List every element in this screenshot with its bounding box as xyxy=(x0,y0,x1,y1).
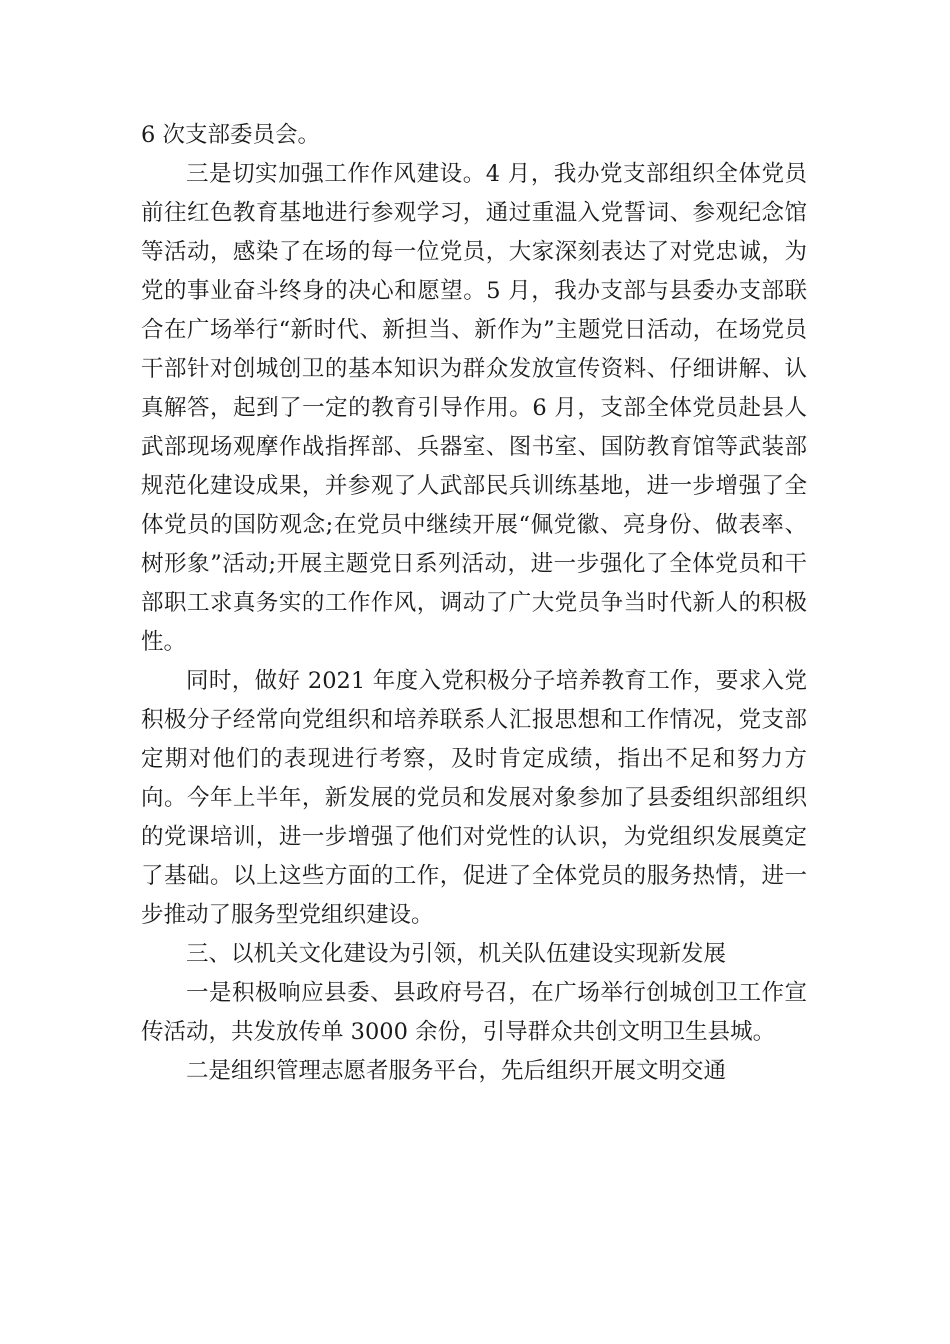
paragraph-continuation: 6 次支部委员会。 xyxy=(141,122,320,148)
document-body xyxy=(141,116,807,1091)
paragraph-activist-training: 同时，做好 2021 年度入党积极分子培养教育工作，要求入党积极分子经常向党组织和培养联系人汇报思想和工作情况，党支部定期对他们的表现进行考察，及时肯定成绩，指出不足和努力方向。今年上半年，新发展的党员和发展对象参加了县委组织部组织的党课培训，进一步增强了他们对党性的认识，为党组织发展奠定了基础。以上这些方面的工作，促进了全体党员的服务热情，进一步推动了服务型党组织建设。 xyxy=(141,668,807,928)
paragraph-work-style: 三是切实加强工作作风建设。4 月，我办党支部组织全体党员前往红色教育基地进行参观学习，通过重温入党誓词、参观纪念馆等活动，感染了在场的每一位党员，大家深刻表达了对党忠诚，为党的事业奋斗终身的决心和愿望。5 月，我办支部与县委办支部联合在广场举行“新时代、新担当、新作为”主题党日活动，在场党员干部针对创城创卫的基本知识为群众发放宣传资料、仔细讲解、认真解答，起到了一定的教育引导作用。6 月，支部全体党员赴县人武部现场观摩作战指挥部、兵器室、图书室、国防教育馆等武装部规范化建设成果，并参观了人武部民兵训练基地，进一步增强了全体党员的国防观念;在党员中继续开展“佩党徽、亮身份、做表率、树形象”活动;开展主题党日系列活动，进一步强化了全体党员和干部职工求真务实的工作作风，调动了广大党员争当时代新人的积极性。 xyxy=(141,161,807,655)
paragraph-point-2: 二是组织管理志愿者服务平台，先后组织开展文明交通 xyxy=(186,1058,727,1084)
paragraph-point-1: 一是积极响应县委、县政府号召，在广场举行创城创卫工作宣传活动，共发放传单 3000 余份，引导群众共创文明卫生县城。 xyxy=(141,980,807,1045)
section-heading-3: 三、以机关文化建设为引领，机关队伍建设实现新发展 xyxy=(186,941,727,967)
